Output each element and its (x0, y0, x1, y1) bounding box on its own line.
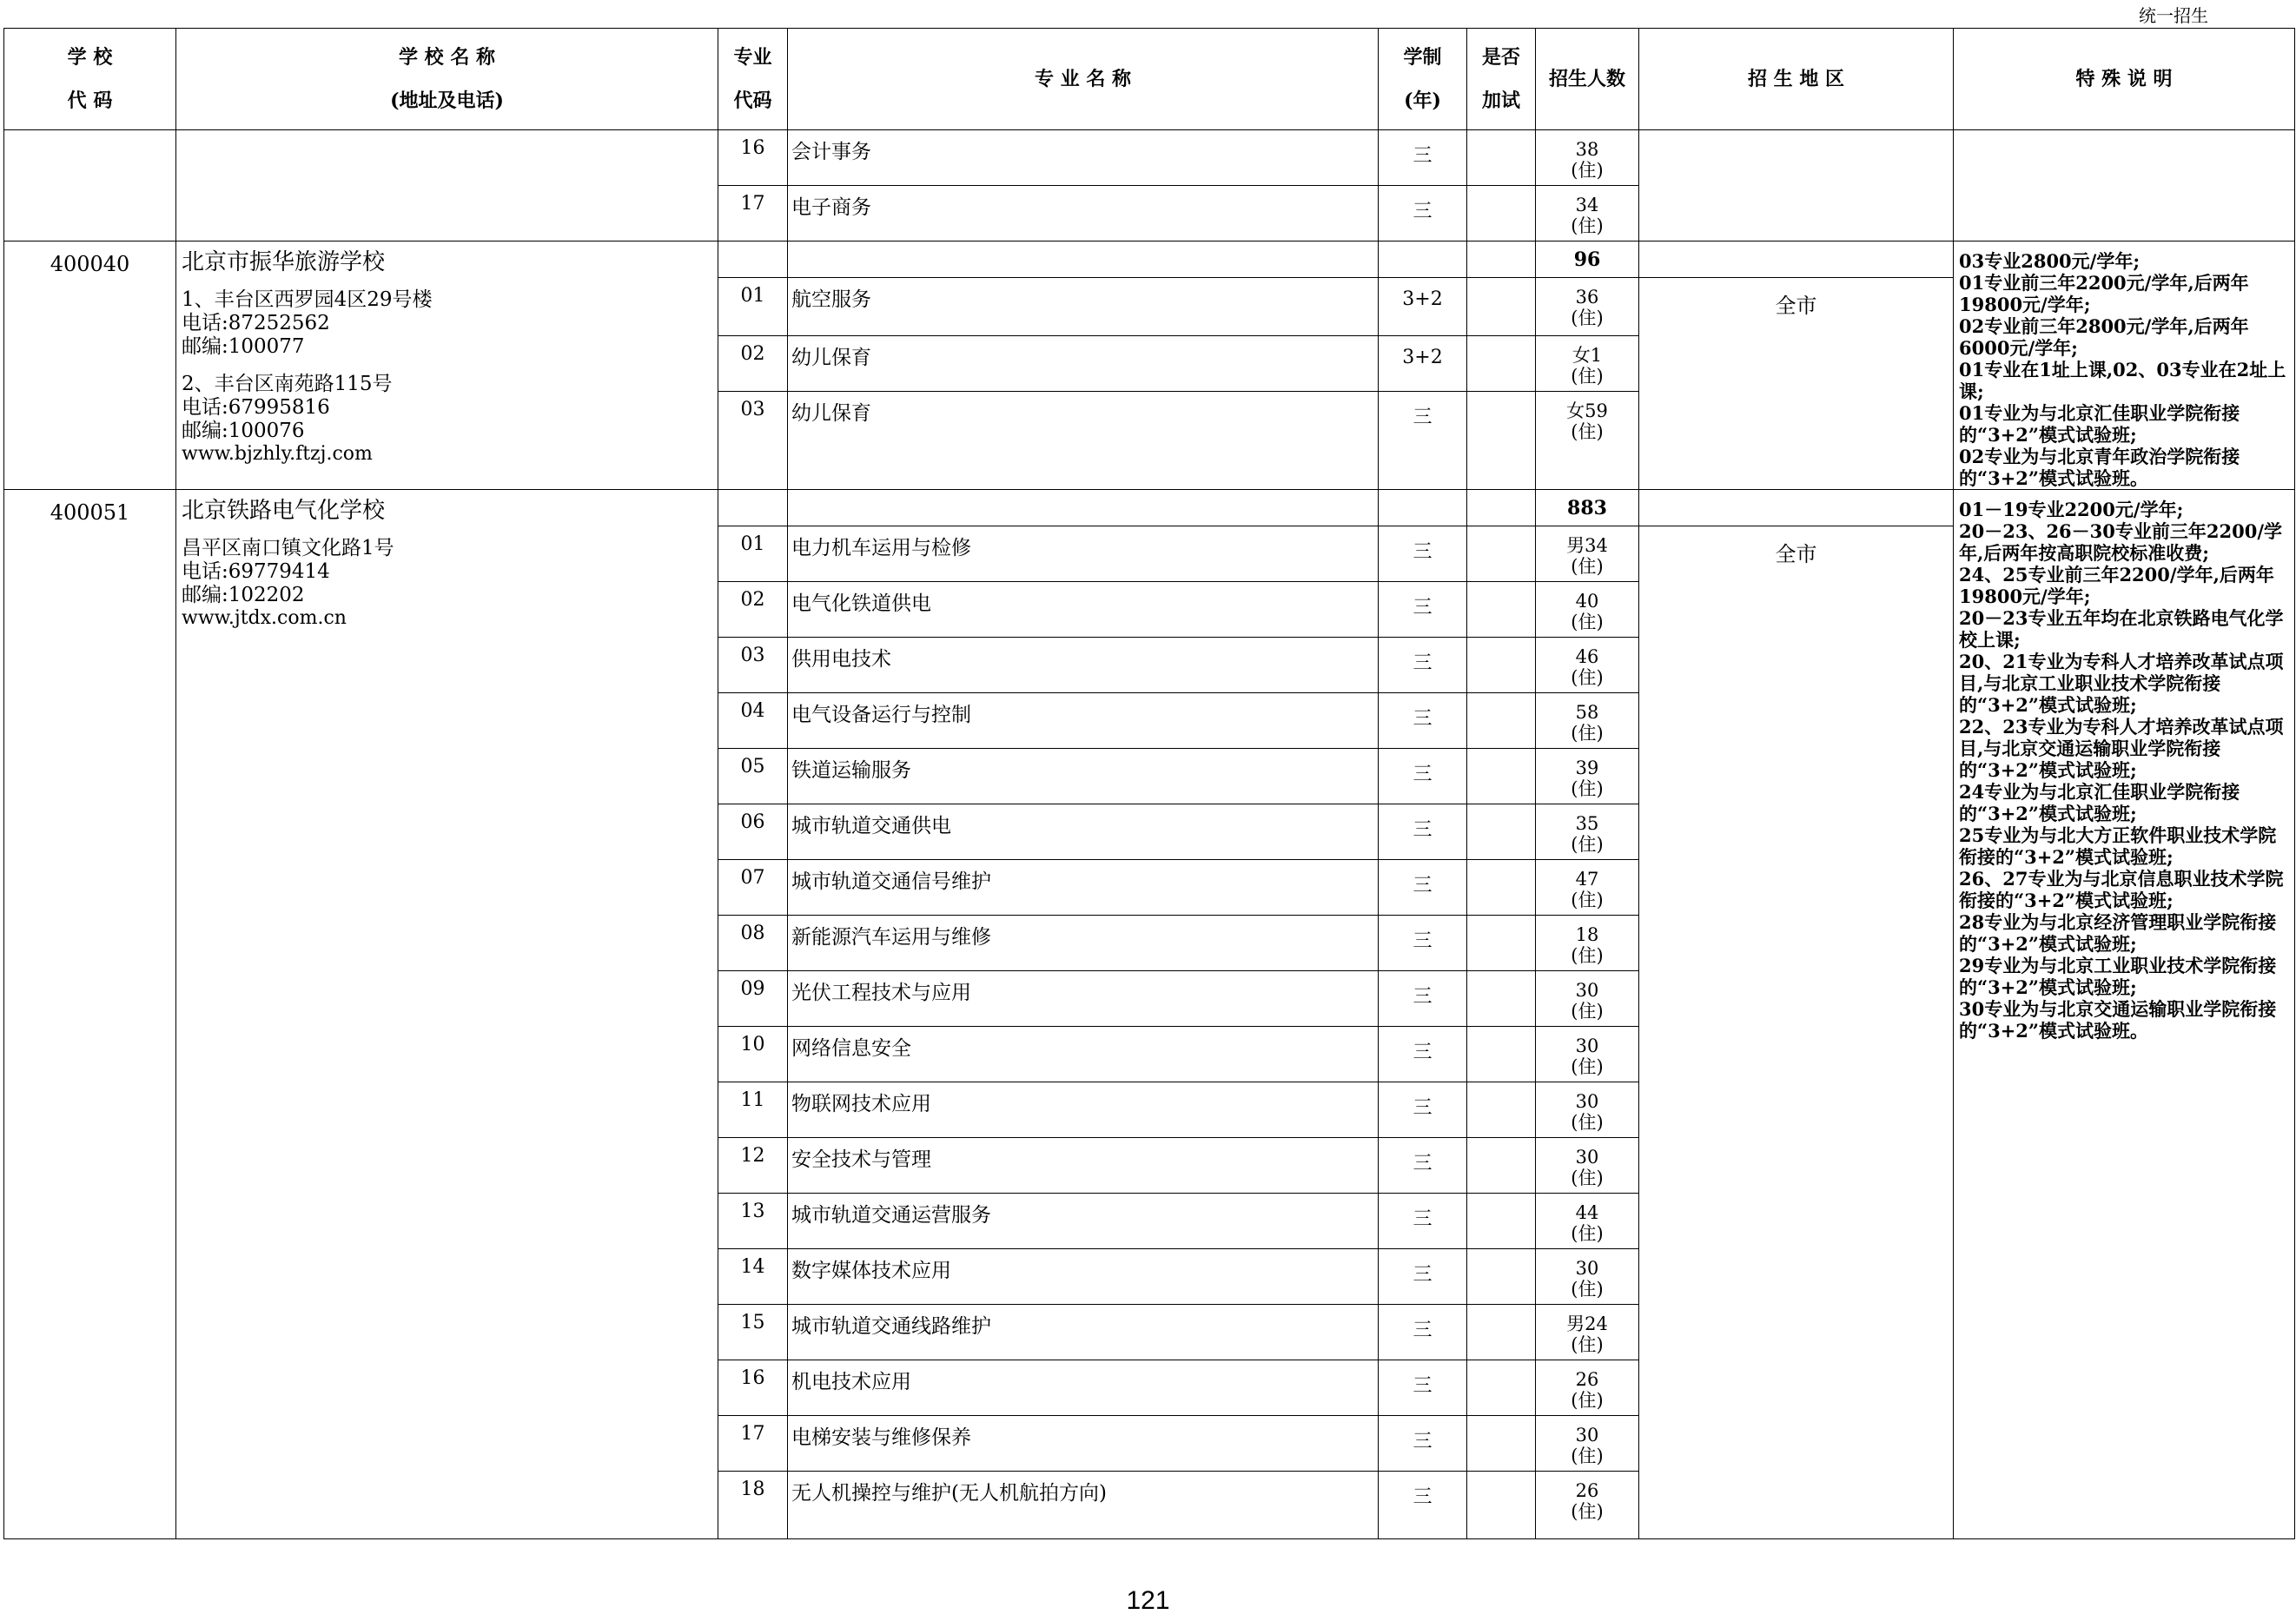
major-name: 物联网技术应用 (788, 1082, 1379, 1138)
duration: 三 (1379, 749, 1467, 804)
major-code: 04 (718, 693, 788, 749)
note-line: 20－23、26－30专业前三年2200/学年,后两年按高职院校标准收费; (1959, 520, 2283, 564)
count-value: 男34 (1566, 535, 1608, 556)
major-name: 安全技术与管理 (788, 1138, 1379, 1194)
duration: 三 (1379, 1138, 1467, 1194)
note-line: 02专业前三年2800元/学年,后两年6000元/学年; (1959, 315, 2249, 359)
major-code: 05 (718, 749, 788, 804)
note-line: 01专业为与北京汇佳职业学院衔接的“3+2”模式试验班; (1959, 402, 2240, 446)
address-line: 邮编:100076 (182, 420, 305, 442)
duration: 三 (1379, 638, 1467, 693)
extra-test (1467, 1027, 1536, 1082)
address-line: 邮编:102202 (182, 584, 305, 606)
count-value: 女1 (1571, 345, 1603, 366)
major-name: 城市轨道交通运营服务 (788, 1194, 1379, 1249)
major-name: 城市轨道交通信号维护 (788, 860, 1379, 916)
school-code: 400040 (4, 241, 176, 490)
address-line: 电话:87252562 (182, 312, 330, 334)
major-name: 数字媒体技术应用 (788, 1249, 1379, 1305)
col-school-code: 学 校 代 码 (4, 29, 176, 130)
region-blank (1639, 241, 1954, 278)
duration: 三 (1379, 1360, 1467, 1416)
special-notes (1954, 241, 2295, 490)
major-name: 供用电技术 (788, 638, 1379, 693)
extra-test (1467, 130, 1536, 186)
note-line: 20、21专业为专科人才培养改革试点项目,与北京工业职业技术学院衔接的“3+2”模式试验班; (1959, 651, 2284, 716)
note-line: 02专业为与北京青年政治学院衔接的“3+2”模式试验班。 (1959, 446, 2240, 489)
boarding-note: (住) (1571, 945, 1604, 966)
address-line: 电话:69779414 (182, 560, 330, 583)
duration: 三 (1379, 1249, 1467, 1305)
school-code: 400051 (4, 490, 176, 1539)
major-code: 08 (718, 916, 788, 971)
major-name-blank (788, 241, 1379, 278)
note-line: 01专业在1址上课,02、03专业在2址上课; (1959, 359, 2286, 402)
col-region: 招 生 地 区 (1639, 29, 1954, 130)
enrollment-count (1536, 1082, 1639, 1138)
note-line: 29专业为与北京工业职业技术学院衔接的“3+2”模式试验班; (1959, 955, 2277, 998)
school-total: 96 (1536, 241, 1639, 278)
duration: 三 (1379, 693, 1467, 749)
major-name: 光伏工程技术与应用 (788, 971, 1379, 1027)
enrollment-count (1536, 804, 1639, 860)
boarding-note: (住) (1571, 1279, 1604, 1300)
enrollment-count (1536, 1305, 1639, 1360)
extra-test (1467, 1472, 1536, 1539)
count-value: 39 (1575, 758, 1599, 778)
boarding-note: (住) (1571, 1168, 1604, 1188)
special-notes (1954, 490, 2295, 1539)
major-code: 17 (718, 186, 788, 241)
school-total-row (4, 241, 2295, 278)
enrollment-table (3, 28, 2295, 1539)
address-block (182, 537, 712, 607)
count-value: 26 (1575, 1369, 1599, 1390)
major-name: 会计事务 (788, 130, 1379, 186)
extra-test (1467, 1082, 1536, 1138)
major-code: 12 (718, 1138, 788, 1194)
major-code: 10 (718, 1027, 788, 1082)
school-total: 883 (1536, 490, 1639, 526)
duration-blank (1379, 241, 1467, 278)
school-name (176, 241, 718, 490)
extra-test-blank (1467, 241, 1536, 278)
major-code: 02 (718, 582, 788, 638)
extra-test (1467, 693, 1536, 749)
enrollment-count (1536, 1194, 1639, 1249)
school-total-row (4, 490, 2295, 526)
note-line: 26、27专业为与北京信息职业技术学院衔接的“3+2”模式试验班; (1959, 868, 2284, 911)
major-code-blank (718, 490, 788, 526)
major-name: 航空服务 (788, 278, 1379, 336)
boarding-note: (住) (1571, 1501, 1604, 1522)
boarding-note: (住) (1571, 778, 1604, 799)
count-value: 30 (1575, 980, 1599, 1001)
extra-test (1467, 860, 1536, 916)
address-block (182, 373, 712, 443)
enrollment-count (1536, 860, 1639, 916)
extra-test (1467, 1305, 1536, 1360)
major-code: 03 (718, 638, 788, 693)
boarding-note: (住) (1571, 366, 1604, 387)
boarding-note: (住) (1571, 421, 1604, 442)
duration: 三 (1379, 916, 1467, 971)
note-line: 30专业为与北京交通运输职业学院衔接的“3+2”模式试验班。 (1959, 998, 2277, 1042)
enrollment-count (1536, 916, 1639, 971)
boarding-note: (住) (1571, 1223, 1604, 1244)
extra-test (1467, 582, 1536, 638)
region-blank (1639, 490, 1954, 526)
count-value: 46 (1575, 646, 1599, 667)
enrollment-count (1536, 582, 1639, 638)
major-code: 17 (718, 1416, 788, 1472)
boarding-note: (住) (1571, 1112, 1604, 1133)
category-label: 统一招生 (2139, 5, 2208, 26)
duration: 三 (1379, 130, 1467, 186)
major-code: 09 (718, 971, 788, 1027)
count-value: 58 (1575, 702, 1599, 723)
header-row (4, 29, 2295, 130)
address-block (182, 288, 712, 359)
major-code-blank (718, 241, 788, 278)
note-line: 01专业前三年2200元/学年,后两年19800元/学年; (1959, 272, 2249, 315)
school-title: 北京铁路电气化学校 (182, 498, 386, 524)
address-line: 1、丰台区西罗园4区29号楼 (182, 288, 433, 311)
enrollment-count (1536, 1472, 1639, 1539)
count-value: 34 (1575, 195, 1599, 215)
enrollment-count (1536, 1138, 1639, 1194)
col-enrollment: 招生人数 (1536, 29, 1639, 130)
boarding-note: (住) (1571, 834, 1604, 855)
note-line: 20－23专业五年均在北京铁路电气化学校上课; (1959, 607, 2284, 651)
count-value: 男24 (1566, 1313, 1608, 1334)
boarding-note: (住) (1571, 1334, 1604, 1355)
note-line: 25专业为与北大方正软件职业技术学院衔接的“3+2”模式试验班; (1959, 824, 2277, 868)
school-website: www.jtdx.com.cn (182, 607, 347, 629)
major-code: 01 (718, 526, 788, 582)
extra-test (1467, 526, 1536, 582)
enrollment-count (1536, 278, 1639, 336)
major-name: 无人机操控与维护(无人机航拍方向) (788, 1472, 1379, 1539)
duration: 三 (1379, 804, 1467, 860)
note-line: 28专业为与北京经济管理职业学院衔接的“3+2”模式试验班; (1959, 911, 2277, 955)
note-line: 24、25专业前三年2200/学年,后两年19800元/学年; (1959, 564, 2274, 607)
enrollment-count (1536, 1360, 1639, 1416)
school-code-cell (4, 130, 176, 241)
duration: 三 (1379, 526, 1467, 582)
major-name: 幼儿保育 (788, 336, 1379, 392)
enrollment-count (1536, 1416, 1639, 1472)
enrollment-count (1536, 186, 1639, 241)
major-code: 11 (718, 1082, 788, 1138)
boarding-note: (住) (1571, 160, 1604, 181)
boarding-note: (住) (1571, 890, 1604, 910)
duration: 3+2 (1379, 336, 1467, 392)
major-name: 电气化铁道供电 (788, 582, 1379, 638)
major-name: 城市轨道交通供电 (788, 804, 1379, 860)
major-code: 15 (718, 1305, 788, 1360)
major-code: 03 (718, 392, 788, 490)
school-name (176, 490, 718, 1539)
count-value: 44 (1575, 1202, 1599, 1223)
count-value: 35 (1575, 813, 1599, 834)
note-line: 03专业2800元/学年; (1959, 250, 2141, 272)
region: 全市 (1639, 526, 1954, 1539)
col-major-code: 专业 代码 (718, 29, 788, 130)
duration: 三 (1379, 1305, 1467, 1360)
duration: 三 (1379, 1194, 1467, 1249)
extra-test (1467, 804, 1536, 860)
school-website: www.bjzhly.ftzj.com (182, 443, 373, 465)
duration: 三 (1379, 1472, 1467, 1539)
address-line: 邮编:100077 (182, 335, 305, 358)
major-code: 06 (718, 804, 788, 860)
extra-test (1467, 749, 1536, 804)
extra-test (1467, 916, 1536, 971)
note-line: 22、23专业为专科人才培养改革试点项目,与北京交通运输职业学院衔接的“3+2”模式试验班; (1959, 716, 2284, 781)
major-code: 18 (718, 1472, 788, 1539)
note-line: 01－19专业2200元/学年; (1959, 499, 2184, 520)
page-number: 121 (1126, 1586, 1170, 1615)
boarding-note: (住) (1571, 1001, 1604, 1022)
count-value: 30 (1575, 1035, 1599, 1056)
duration: 三 (1379, 1082, 1467, 1138)
extra-test (1467, 336, 1536, 392)
boarding-note: (住) (1571, 1390, 1604, 1411)
address-line: 电话:67995816 (182, 396, 330, 419)
boarding-note: (住) (1571, 612, 1604, 632)
count-value: 30 (1575, 1147, 1599, 1168)
extra-test (1467, 1249, 1536, 1305)
count-value: 38 (1575, 139, 1599, 160)
duration: 三 (1379, 971, 1467, 1027)
count-value: 女59 (1566, 400, 1608, 421)
enrollment-count (1536, 130, 1639, 186)
major-name: 电子商务 (788, 186, 1379, 241)
count-value: 30 (1575, 1091, 1599, 1112)
boarding-note: (住) (1571, 556, 1604, 577)
boarding-note: (住) (1571, 215, 1604, 236)
major-name: 电气设备运行与控制 (788, 693, 1379, 749)
table-row (4, 130, 2295, 186)
major-name: 电力机车运用与检修 (788, 526, 1379, 582)
address-line: 2、丰台区南苑路115号 (182, 373, 393, 395)
enrollment-count (1536, 693, 1639, 749)
extra-test (1467, 1360, 1536, 1416)
note-line: 24专业为与北京汇佳职业学院衔接的“3+2”模式试验班; (1959, 781, 2240, 824)
address-line: 昌平区南口镇文化路1号 (182, 537, 394, 559)
enrollment-count (1536, 638, 1639, 693)
major-name: 机电技术应用 (788, 1360, 1379, 1416)
major-code: 14 (718, 1249, 788, 1305)
extra-test-blank (1467, 490, 1536, 526)
extra-test (1467, 1416, 1536, 1472)
col-school-name: 学 校 名 称 (地址及电话) (176, 29, 718, 130)
region-cell (1639, 130, 1954, 241)
duration: 三 (1379, 860, 1467, 916)
major-name: 电梯安装与维修保养 (788, 1416, 1379, 1472)
extra-test (1467, 638, 1536, 693)
notes-cell (1954, 130, 2295, 241)
duration: 三 (1379, 392, 1467, 490)
enrollment-count (1536, 392, 1639, 490)
extra-test (1467, 278, 1536, 336)
col-duration: 学制 (年) (1379, 29, 1467, 130)
enrollment-count (1536, 336, 1639, 392)
extra-test (1467, 971, 1536, 1027)
enrollment-count (1536, 1249, 1639, 1305)
school-name-cell (176, 130, 718, 241)
col-notes: 特 殊 说 明 (1954, 29, 2295, 130)
major-name: 幼儿保育 (788, 392, 1379, 490)
major-name-blank (788, 490, 1379, 526)
boarding-note: (住) (1571, 667, 1604, 688)
count-value: 18 (1575, 924, 1599, 945)
count-value: 30 (1575, 1425, 1599, 1446)
boarding-note: (住) (1571, 723, 1604, 744)
count-value: 30 (1575, 1258, 1599, 1279)
enrollment-count (1536, 971, 1639, 1027)
count-value: 36 (1575, 287, 1599, 308)
count-value: 40 (1575, 591, 1599, 612)
duration: 三 (1379, 186, 1467, 241)
major-name: 城市轨道交通线路维护 (788, 1305, 1379, 1360)
extra-test (1467, 186, 1536, 241)
major-name: 网络信息安全 (788, 1027, 1379, 1082)
major-code: 13 (718, 1194, 788, 1249)
count-value: 26 (1575, 1480, 1599, 1501)
extra-test (1467, 392, 1536, 490)
duration: 三 (1379, 582, 1467, 638)
major-code: 02 (718, 336, 788, 392)
major-code: 07 (718, 860, 788, 916)
school-title: 北京市振华旅游学校 (182, 249, 386, 275)
count-value: 47 (1575, 869, 1599, 890)
col-major-name: 专 业 名 称 (788, 29, 1379, 130)
major-code: 01 (718, 278, 788, 336)
major-name: 新能源汽车运用与维修 (788, 916, 1379, 971)
enrollment-count (1536, 749, 1639, 804)
duration: 三 (1379, 1027, 1467, 1082)
duration: 三 (1379, 1416, 1467, 1472)
enrollment-count (1536, 1027, 1639, 1082)
duration-blank (1379, 490, 1467, 526)
major-name: 铁道运输服务 (788, 749, 1379, 804)
boarding-note: (住) (1571, 308, 1604, 328)
major-code: 16 (718, 130, 788, 186)
col-extra-test: 是否 加试 (1467, 29, 1536, 130)
major-code: 16 (718, 1360, 788, 1416)
duration: 3+2 (1379, 278, 1467, 336)
boarding-note: (住) (1571, 1056, 1604, 1077)
extra-test (1467, 1138, 1536, 1194)
enrollment-count (1536, 526, 1639, 582)
extra-test (1467, 1194, 1536, 1249)
region: 全市 (1639, 278, 1954, 490)
boarding-note: (住) (1571, 1446, 1604, 1466)
